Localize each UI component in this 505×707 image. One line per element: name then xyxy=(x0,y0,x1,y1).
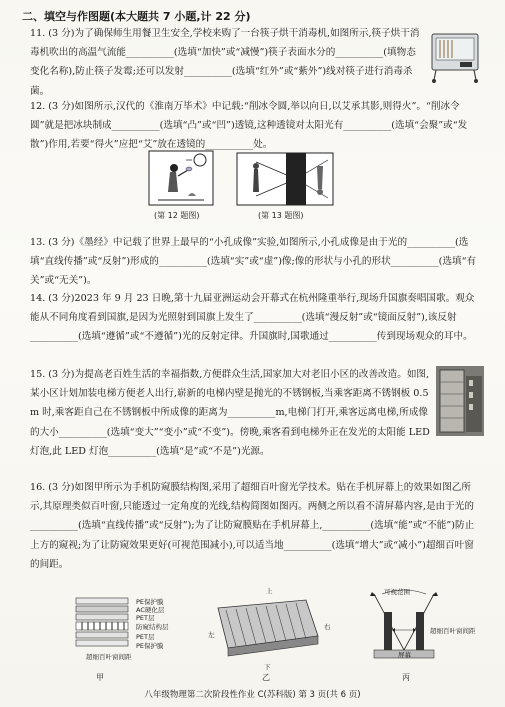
question-15-text: 15. (3 分)为提高老百姓生活的幸福指数,方便群众生活,国家加大对老旧小区的改善改造。如图,某小区计划加装电梯方便老人出行,崭新的电梯内壁是抛光的不锈钢板,当乘客距离不锈钢板 0.5 m 时,乘客距自己在不锈钢板中所成像的距离为__________m,电梯门打开,乘客远离电梯,所成像的大小__________(选填“变大”“变小”或“不变”)。傍晚,乘客看到电梯外正在发光的太阳能 LED 灯泡,此 LED 灯泡__________(选填“是”或“不是”)光源。 xyxy=(30,369,430,457)
label-bottom: 下 xyxy=(264,663,271,671)
fig16-label-yi: 乙 xyxy=(262,673,270,682)
question-11 xyxy=(30,24,422,101)
louver-spacing-label: 超细百叶窗间距 xyxy=(86,653,132,661)
question-14 xyxy=(30,289,478,347)
fig16-label-jia: 甲 xyxy=(96,673,104,682)
question-14-text: 14. (3 分)2023 年 9 月 23 日晚,第十九届亚洲运动会开幕式在杭州隆重举行,现场升国旗奏唱国歌。观众能从不同角度看到国旗,是因为光照射到国旗上发生了__________(选填“漫反射”或“镜面反射”),该反射__________(选填“遵循”或“不遵循”)光的反射定律。升国旗时,国歌通过__________传到现场观众的耳中。 xyxy=(30,293,475,343)
layer-label: PET层 xyxy=(136,614,155,622)
louver-spacing-label-bing: 超细百叶窗间距 xyxy=(430,627,476,635)
layer-label: PET层 xyxy=(136,633,155,641)
question-11-text: 11. (3 分)为了确保师生用餐卫生安全,学校来购了一台筷子烘干消毒机,如图所示,筷子烘干消毒机吹出的高温气流能__________(选填“加快”或“减慢”)筷子表面水分的__________(填物态变化名称),防止筷子发霉;还可以发射__________(选填“红外”或“紫外”)线对筷子进行消毒杀菌。 xyxy=(30,28,420,97)
fig16-yi-screen-effect xyxy=(206,586,322,666)
question-13-text: 13. (3 分)《墨经》中记载了世界上最早的“小孔成像”实验,如图所示,小孔成像是由于光的__________(选填“直线传播”或“反射”)形成的__________(选填“实”或“虚”)像;像的形状与小孔的形状__________(选填“有关”或“无关”)。 xyxy=(30,237,477,287)
section-title: 二、填空与作图题(本大题共 7 小题,计 22 分) xyxy=(22,10,251,23)
page-footer: 八年级物理第二次阶段性作业 C(苏科版) 第 3 页(共 6 页) xyxy=(144,690,361,700)
fig13-pinhole-drawing xyxy=(236,152,334,206)
fig16-label-bing: 丙 xyxy=(402,673,410,682)
fig12-ice-lens-drawing xyxy=(148,150,214,206)
visible-range-label: 可视范围 xyxy=(384,588,410,596)
dryer-machine-figure xyxy=(426,26,484,84)
layer-label: PE保护膜 xyxy=(136,598,164,606)
screen-label: 屏幕 xyxy=(398,651,411,659)
layer-label: 防窥结构层 xyxy=(136,623,169,631)
label-top: 上 xyxy=(266,587,273,595)
question-16 xyxy=(30,478,478,574)
layer-label: PE保护膜 xyxy=(136,642,164,650)
question-12 xyxy=(30,97,478,155)
question-13 xyxy=(30,233,478,291)
label-right: 右 xyxy=(324,623,331,631)
label-left: 左 xyxy=(208,631,215,639)
fig12-caption: (第 12 题图) xyxy=(154,211,200,220)
question-12-text: 12. (3 分)如图所示,汉代的《淮南万毕术》中记载:“削冰令圆,举以向日,以艾承其影,则得火”。“削冰令圆”就是把冰块制成__________(选填“凸”或“凹”)透镜,这种透镜对太阳光有__________(选填“会聚”或“发散”)作用,若要“得火”应把“艾”放在透镜的__________处。 xyxy=(30,101,468,151)
fig13-caption: (第 13 题图) xyxy=(258,211,304,220)
elevator-photo xyxy=(436,366,484,436)
layer-label: AC硬化层 xyxy=(136,606,165,614)
question-15 xyxy=(30,365,432,461)
question-16-text: 16. (3 分)如图甲所示为手机防窥膜结构图,采用了超细百叶窗光学技术。贴在手机屏幕上的效果如图乙所示,其原理类似百叶窗,只能透过一定角度的光线,结构简图如图丙。两侧之所以看不清屏幕内容,是由于光的__________(选填“直线传播”或“反射”);为了让防窥膜贴在手机屏幕上,__________(选填“能”或“不能”)防止上方的窥视;为了让防窥效果更好(可视范围减小),可以适当地__________(选填“增大”或“减小”)超细百叶窗的间距。 xyxy=(30,482,475,570)
